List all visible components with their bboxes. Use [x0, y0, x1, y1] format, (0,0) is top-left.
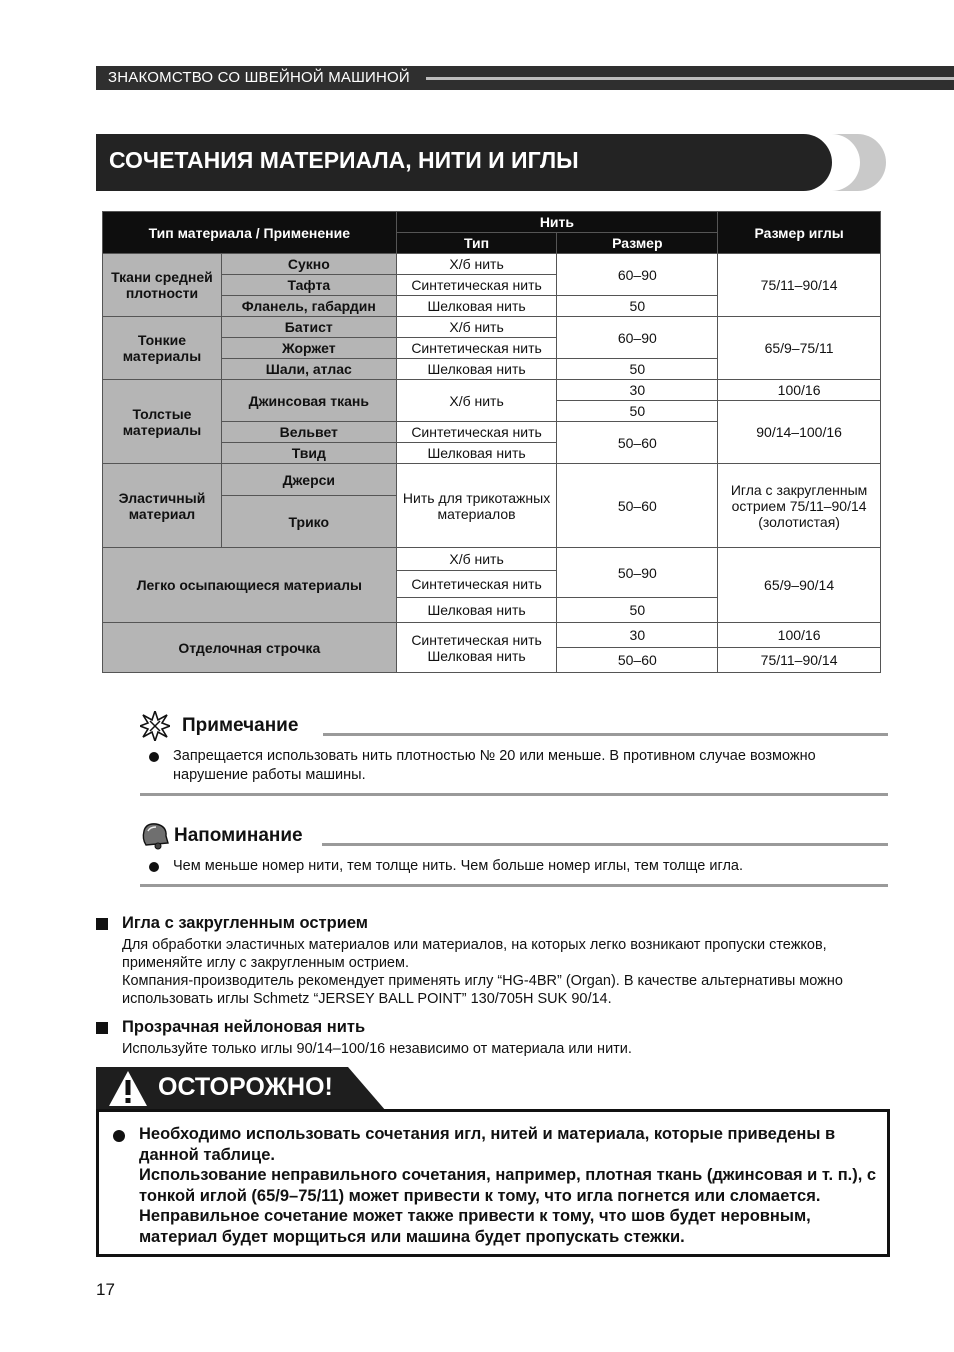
reminder-item — [140, 857, 888, 876]
section-header-band — [96, 66, 954, 90]
ballpoint-paragraph: Для обработки эластичных материалов или материалов, на которых легко возникают пропуски стежков, применяйте иглу с закругленным острием. — [122, 937, 827, 971]
reminder-text: Чем меньше номер нити, тем толще нить. Чем больше номер иглы, тем толще игла. — [173, 858, 744, 874]
group-medium: Ткани средней плотности — [103, 254, 222, 317]
nylon-body: Используйте только иглы 90/14–100/16 независимо от материала или нити. — [122, 1041, 632, 1057]
thread-type-cell: Х/б нить — [396, 548, 557, 571]
caution-box — [96, 1109, 890, 1257]
ballpoint-heading — [96, 914, 886, 933]
needle-size-cell: 65/9–90/14 — [718, 548, 881, 623]
caution-paragraph: Необходимо использовать сочетания игл, нитей и материала, которые приведены в данной таблице. — [139, 1125, 836, 1164]
needle-size-cell: 90/14–100/16 — [718, 401, 881, 464]
material-cell: Вельвет — [221, 422, 396, 443]
material-cell: Фланель, габардин — [221, 296, 396, 317]
note-burst-icon — [140, 711, 170, 741]
bullet — [149, 752, 159, 762]
thread-size-cell: 50 — [557, 598, 718, 623]
header-thread-size: Размер — [557, 233, 718, 254]
group-thick: Толстые материалы — [103, 380, 222, 464]
material-cell: Джинсовая ткань — [221, 380, 396, 422]
thread-type-cell: Нить для трикотажных материалов — [396, 464, 557, 548]
needle-size-cell: 100/16 — [718, 623, 881, 648]
caution-paragraph: Использование неправильного сочетания, например, плотная ткань (джинсовая и т. п.), с тонкой иглой (65/9–75/11) может привести к тому, что игла погнется или сломается. Неправильное сочетание может также привести к тому, что шов будет неровным, материал будет морщиться или машина будет пропускать стежки. — [139, 1166, 877, 1246]
title-bar — [96, 134, 832, 191]
thread-size-cell: 50–60 — [557, 464, 718, 548]
thread-type-cell: Х/б нить — [396, 254, 557, 275]
reminder-header-rule — [322, 843, 888, 846]
group-fraying: Легко осыпающиеся материалы — [103, 548, 397, 623]
header-stripe — [426, 77, 954, 80]
needle-size-cell: 75/11–90/14 — [718, 254, 881, 317]
note-text: Запрещается использовать нить плотностью № 20 или меньше. В противном случае возможно нарушение работы машины. — [173, 748, 816, 783]
thread-type-cell: Синтетическая нить — [396, 338, 557, 359]
page-title-banner — [96, 134, 886, 191]
bullet — [149, 862, 159, 872]
page-title: СОЧЕТАНИЯ МАТЕРИАЛА, НИТИ И ИГЛЫ — [109, 147, 579, 173]
material-cell: Джерси — [221, 464, 396, 496]
thread-size-cell: 30 — [557, 623, 718, 648]
note-bottom-rule — [140, 793, 888, 796]
thread-type-cell: Шелковая нить — [396, 359, 557, 380]
group-stretch: Эластичный материал — [103, 464, 222, 548]
material-cell: Сукно — [221, 254, 396, 275]
thread-size-cell: 50 — [557, 359, 718, 380]
nylon-title: Прозрачная нейлоновая нить — [122, 1018, 366, 1036]
caution-title: ОСТОРОЖНО! — [158, 1073, 333, 1101]
square-bullet — [96, 918, 108, 930]
note-header-rule — [323, 733, 888, 736]
section-label: ЗНАКОМСТВО СО ШВЕЙНОЙ МАШИНОЙ — [108, 69, 410, 86]
ballpoint-body — [96, 936, 886, 1008]
needle-size-cell: Игла с закругленным острием 75/11–90/14 (золотистая) — [718, 464, 881, 548]
material-cell: Твид — [221, 443, 396, 464]
page-number: 17 — [96, 1280, 115, 1299]
ballpoint-title: Игла с закругленным острием — [122, 914, 369, 932]
needle-size-cell: 100/16 — [718, 380, 881, 401]
thread-type-cell: Синтетическая нить — [396, 571, 557, 598]
bell-icon — [140, 821, 170, 851]
material-cell: Шали, атлас — [221, 359, 396, 380]
combination-table — [102, 211, 881, 673]
caution-tab — [96, 1067, 386, 1111]
thread-type-cell — [396, 623, 557, 673]
material-cell: Тафта — [221, 275, 396, 296]
note-item — [140, 747, 888, 785]
reminder-bottom-rule — [140, 884, 888, 887]
thread-size-cell: 50–60 — [557, 422, 718, 464]
thread-type-cell: Х/б нить — [396, 380, 557, 422]
nylon-section — [96, 1018, 886, 1058]
bullet — [113, 1130, 125, 1142]
header-thread: Нить — [396, 212, 718, 233]
caution-text — [139, 1124, 879, 1247]
warning-triangle-icon — [108, 1070, 148, 1107]
material-cell: Батист — [221, 317, 396, 338]
group-topstitch: Отделочная строчка — [103, 623, 397, 673]
group-thin: Тонкие материалы — [103, 317, 222, 380]
note-title: Примечание — [182, 715, 299, 736]
header-needle: Размер иглы — [718, 212, 881, 254]
thread-type-line: Синтетическая нить — [411, 631, 542, 648]
header-thread-type: Тип — [396, 233, 557, 254]
thread-type-cell: Шелковая нить — [396, 296, 557, 317]
thread-type-cell: Шелковая нить — [396, 598, 557, 623]
needle-size-cell: 75/11–90/14 — [718, 648, 881, 673]
thread-type-line: Шелковая нить — [427, 647, 526, 664]
material-cell: Трико — [221, 496, 396, 548]
thread-type-cell: Шелковая нить — [396, 443, 557, 464]
thread-type-cell: Синтетическая нить — [396, 422, 557, 443]
thread-size-cell: 50–90 — [557, 548, 718, 598]
needle-size-cell: 65/9–75/11 — [718, 317, 881, 380]
header-material: Тип материала / Применение — [103, 212, 397, 254]
square-bullet — [96, 1022, 108, 1034]
thread-size-cell: 50 — [557, 401, 718, 422]
reminder-section — [140, 821, 888, 887]
material-cell: Жоржет — [221, 338, 396, 359]
ballpoint-paragraph: Компания-производитель рекомендует применять иглу “HG-4BR” (Organ). В качестве альтернативы можно использовать иглы Schmetz “JERSEY BALL POINT” 130/705H SUK 90/14. — [122, 973, 843, 1007]
thread-type-cell: Х/б нить — [396, 317, 557, 338]
nylon-heading — [96, 1018, 886, 1037]
thread-size-cell: 60–90 — [557, 254, 718, 296]
thread-type-cell: Синтетическая нить — [396, 275, 557, 296]
thread-size-cell: 50 — [557, 296, 718, 317]
ballpoint-section — [96, 914, 886, 1008]
thread-size-cell: 60–90 — [557, 317, 718, 359]
thread-size-cell: 30 — [557, 380, 718, 401]
reminder-title: Напоминание — [174, 825, 303, 846]
note-section — [140, 711, 888, 796]
thread-size-cell: 50–60 — [557, 648, 718, 673]
